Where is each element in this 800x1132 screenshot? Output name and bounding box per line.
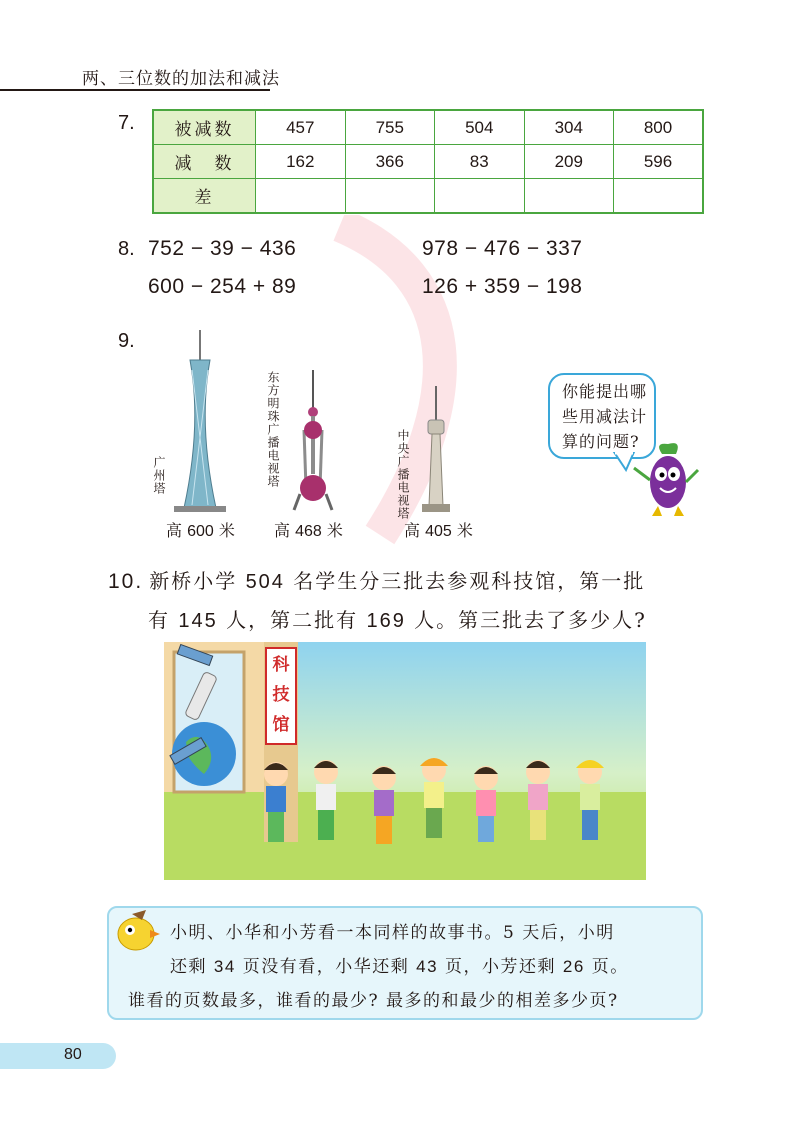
table-cell: 504: [435, 110, 525, 145]
museum-sign: [270, 650, 292, 740]
height-label: 高: [404, 521, 421, 540]
question-10-number: 10.: [108, 570, 144, 593]
table-cell: 755: [345, 110, 435, 145]
tower-height-caption: [404, 518, 473, 541]
row-label-difference: 差: [153, 179, 256, 214]
canton-tower-icon: [170, 330, 230, 512]
text-fragment: 名学生分三批去参观科技馆，第一批: [284, 569, 646, 593]
subtraction-table: [152, 109, 704, 214]
answer-cell[interactable]: [614, 179, 704, 214]
answer-cell[interactable]: [345, 179, 435, 214]
height-unit: 米: [326, 521, 343, 540]
science-museum-illustration: [164, 642, 646, 880]
question-8-number: 8.: [118, 238, 135, 260]
answer-cell[interactable]: [435, 179, 525, 214]
think-line-3: 谁看的页数最多，谁看的最少? 最多的和最少的相差多少页?: [128, 991, 619, 1011]
table-cell: 209: [524, 145, 614, 179]
tower-name-label: 广州塔: [152, 456, 166, 495]
eggplant-mascot-icon: [624, 440, 706, 518]
sign-char: 技: [272, 685, 290, 705]
page-number: 80: [64, 1046, 82, 1063]
expression: 600 − 254 + 89: [148, 275, 297, 298]
number-fragment: 145: [178, 610, 218, 632]
table-row: [153, 145, 703, 179]
table-row: [153, 110, 703, 145]
cctv-tower-icon: [418, 386, 454, 512]
answer-cell[interactable]: [256, 179, 346, 214]
text-fragment: 人。第三批去了多少人?: [405, 608, 647, 632]
tower-height-caption: [274, 518, 343, 541]
table-cell: 304: [524, 110, 614, 145]
question-10-line-1: [108, 565, 645, 594]
oriental-pearl-tower-icon: [290, 370, 336, 512]
table-cell: 800: [614, 110, 704, 145]
number-fragment: 26: [562, 957, 585, 976]
expression: 752 − 39 − 436: [148, 237, 297, 260]
text-fragment: 页。: [584, 957, 629, 977]
table-cell: 366: [345, 145, 435, 179]
think-line-1: 小明、小华和小芳看一本同样的故事书。5 天后，小明: [170, 923, 615, 943]
row-label-minuend: 被减数: [153, 110, 256, 145]
question-7-number: 7.: [118, 112, 135, 134]
number-fragment: 169: [366, 610, 406, 632]
sign-char: 馆: [272, 715, 290, 735]
text-fragment: 页，小芳还剩: [438, 957, 563, 977]
number-fragment: 34: [213, 957, 236, 976]
table-row: [153, 179, 703, 214]
tower-name-label: 东方明珠广播电视塔: [266, 371, 280, 488]
height-unit: 米: [456, 521, 473, 540]
height-label: 高: [274, 521, 291, 540]
height-unit: 米: [218, 521, 235, 540]
scene-background: [164, 642, 646, 880]
question-10-line-2: [148, 604, 647, 633]
expression: 978 − 476 − 337: [422, 237, 583, 260]
number-fragment: 504: [245, 571, 285, 593]
text-fragment: 新桥小学: [149, 569, 246, 593]
height-value: 468: [295, 523, 322, 540]
height-label: 高: [166, 521, 183, 540]
pencil-bird-mascot-icon: [112, 908, 160, 954]
table-cell: 596: [614, 145, 704, 179]
question-9-number: 9.: [118, 330, 135, 352]
table-cell: 83: [435, 145, 525, 179]
answer-cell[interactable]: [524, 179, 614, 214]
number-fragment: 43: [416, 957, 439, 976]
speech-bubble: 你能提出哪些用减法计算的问题?: [548, 373, 656, 459]
page-number-tab: [0, 1043, 116, 1069]
text-fragment: 页没有看，小华还剩: [235, 957, 417, 977]
text-fragment: 人，第二批有: [217, 608, 367, 632]
expression: 126 + 359 − 198: [422, 275, 583, 298]
text-fragment: 还剩: [170, 957, 214, 977]
height-value: 600: [187, 523, 214, 540]
row-label-subtrahend: 减 数: [153, 145, 256, 179]
table-cell: 162: [256, 145, 346, 179]
header-rule: [0, 89, 270, 91]
text-fragment: 有: [148, 608, 179, 632]
table-cell: 457: [256, 110, 346, 145]
chapter-title: 两、三位数的加法和减法: [82, 69, 280, 89]
height-value: 405: [425, 523, 452, 540]
think-line-2: [170, 952, 629, 977]
tower-height-caption: [166, 518, 235, 541]
tower-name-label: 中央广播电视塔: [396, 429, 410, 520]
sign-char: 科: [272, 655, 290, 675]
